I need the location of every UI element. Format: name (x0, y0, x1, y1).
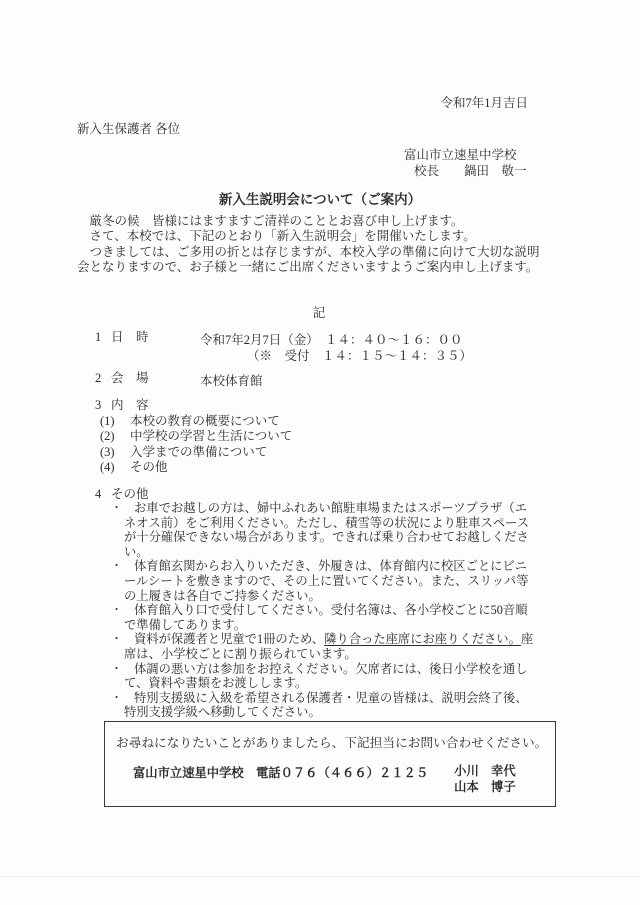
item-label: 内 容 (111, 398, 149, 412)
note-text: 座席は、小学校ごとに割り振られています。 (124, 632, 534, 661)
contact-name: 山本 博子 (454, 780, 516, 794)
other-notes-list (111, 501, 538, 720)
note-text: 特別支援級に入級を希望される保護者・児童の皆様は、説明会終了後、特別支援学級へ移動してください。 (124, 690, 528, 720)
subitem-number: (4) (100, 459, 115, 474)
item-number: 1 (95, 330, 102, 344)
bullet-icon: ・ (111, 502, 122, 514)
school-phone: 富山市立速星中学校 電話０７６（４６６）２１２５ (133, 766, 429, 780)
document-date: 令和7年1月吉日 (440, 96, 528, 110)
contents-subitem-list (100, 414, 292, 475)
item-number: 3 (95, 398, 102, 412)
subitem-number: (3) (100, 444, 115, 459)
item-datetime-value: 令和7年2月7日（金） １４：４０～１６：００ (200, 333, 463, 347)
note-text: 体育館入り口で受付してください。受付名簿は、各小学校ごとに50音順で準備してあります。 (124, 603, 528, 632)
scan-edge-line (0, 876, 640, 877)
bullet-icon: ・ (111, 560, 122, 573)
item-contents-label (95, 398, 149, 413)
sender-principal: 校長 鍋田 敬一 (414, 164, 527, 178)
content-subitem (100, 414, 292, 429)
subitem-number: (2) (100, 429, 115, 444)
item-venue-label (95, 371, 149, 386)
subitem-number: (1) (100, 414, 115, 428)
note-item (111, 690, 538, 720)
content-subitem (100, 445, 292, 460)
subitem-text: その他 (130, 459, 168, 474)
greeting-paragraph: 厳冬の候 皆様にはますますご清祥のこととお喜び申し上げます。 (77, 214, 464, 228)
note-item (111, 603, 538, 632)
content-subitem (100, 460, 292, 475)
item-venue-value: 本校体育館 (200, 374, 263, 388)
note-text: 体調の悪い方は参加をお控えください。欠席者には、後日小学校を通して、資料や書類をお渡しします。 (124, 661, 528, 691)
note-text-underlined: 隣り合った座席にお座りください。 (324, 632, 521, 647)
note-item (111, 632, 538, 661)
item-number: 4 (95, 487, 102, 501)
note-item (111, 501, 538, 559)
subitem-text: 中学校の学習と生活について (130, 429, 293, 444)
note-text: お車でお越しの方は、婦中ふれあい館駐車場またはスポーツプラザ（エネオス前）をご利用ください。ただし、積雪等の状況により駐車スペースが十分確保できない場合があります。できれば乗り合わせてお越しください。 (124, 501, 530, 559)
inquiry-message: お尋ねになりたいことがありましたら、下記担当にお問い合わせください。 (116, 736, 548, 750)
bullet-icon: ・ (111, 691, 122, 704)
note-text: 体育館玄関からお入りいただき、外履きは、体育館内に校区ごとにビニールシートを敷きますので、その上に置いてください。また、スリッパ等の上履きは各自でご持参ください。 (124, 559, 529, 603)
bullet-icon: ・ (111, 662, 122, 675)
contact-name: 小川 幸代 (454, 764, 516, 778)
note-item (111, 661, 538, 691)
sender-school: 富山市立速星中学校 (404, 148, 517, 162)
item-datetime-label (95, 330, 149, 345)
item-label: その他 (111, 487, 149, 501)
greeting-section (77, 214, 547, 275)
record-marker: 記 (312, 306, 328, 320)
bullet-icon: ・ (111, 633, 122, 646)
content-subitem (100, 429, 292, 444)
inquiry-box (104, 721, 556, 807)
addressee: 新入生保護者 各位 (77, 122, 181, 136)
greeting-paragraph: つきましては、ご多用の折とは存じますが、本校入学の準備に向けて大切な説明会となりますので、お子様と一緒にご出席くださいますようご案内申し上げます。 (77, 244, 540, 274)
subitem-text: 本校の教育の概要について (130, 414, 280, 428)
item-other-label (95, 487, 149, 502)
document-title: 新入生説明会について（ご案内） (218, 192, 422, 207)
bullet-icon: ・ (111, 604, 122, 617)
subitem-text: 入学までの準備について (130, 444, 268, 459)
note-text: 資料が保護者と児童で1冊のため、 (134, 632, 325, 647)
greeting-paragraph: さて、本校では、下記のとおり「新入生説明会」を開催いたします。 (77, 229, 476, 244)
note-item (111, 559, 538, 603)
reception-note: （※ 受付 １４：１５～１４：３５） (247, 349, 473, 363)
item-label: 会 場 (111, 371, 149, 385)
item-label: 日 時 (111, 330, 149, 344)
item-number: 2 (95, 371, 102, 385)
contact-names (454, 763, 516, 795)
